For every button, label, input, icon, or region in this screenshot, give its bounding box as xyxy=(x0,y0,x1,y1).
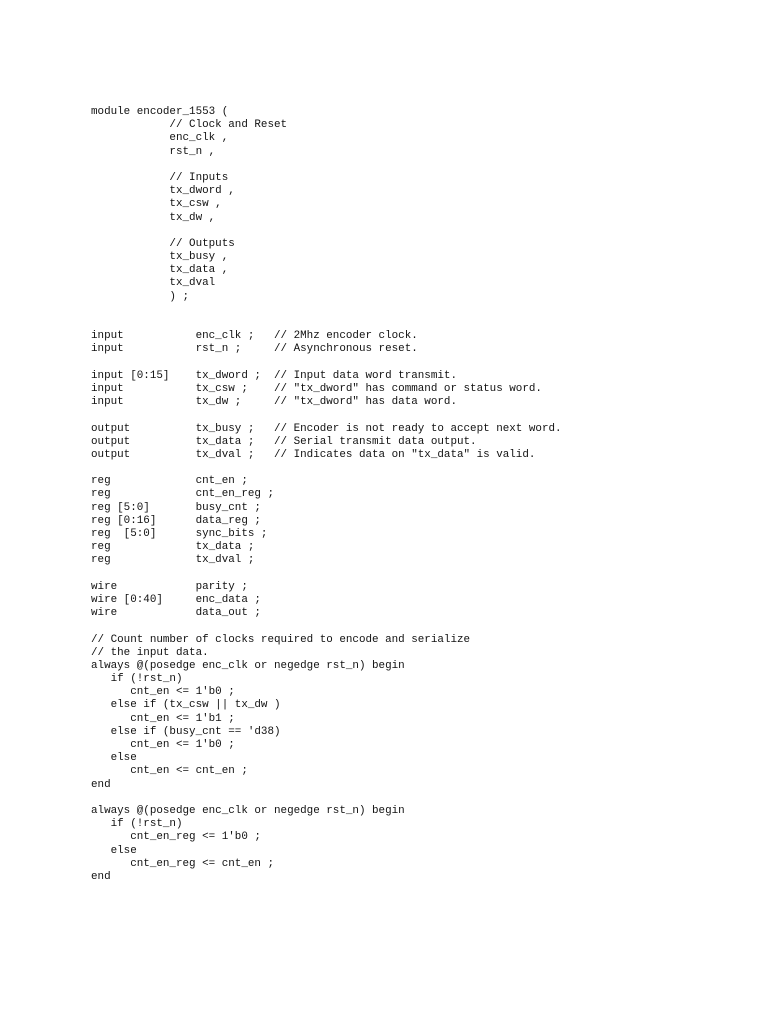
code-line: rst_n , xyxy=(91,145,216,158)
code-line xyxy=(91,304,751,317)
code-line: else if (busy_cnt == 'd38) xyxy=(91,725,281,738)
code-line: output tx_dval ; // Indicates data on "tx_data" is valid. xyxy=(91,448,536,461)
code-line xyxy=(91,792,751,805)
code-line: always @(posedge enc_clk or negedge rst_n) begin xyxy=(91,804,405,817)
code-line: output tx_busy ; // Encoder is not ready to accept next word. xyxy=(91,422,562,435)
code-line: cnt_en <= 1'b0 ; xyxy=(91,739,235,751)
code-line xyxy=(91,357,751,370)
code-line: cnt_en_reg <= 1'b0 ; xyxy=(91,831,261,844)
code-line: input tx_dw ; // "tx_dword" has data word. xyxy=(91,396,457,409)
code-line: cnt_en_reg <= cnt_en ; xyxy=(91,857,274,870)
code-line xyxy=(91,620,751,633)
code-line xyxy=(91,317,751,330)
code-line: if (!rst_n) xyxy=(91,818,183,831)
code-line xyxy=(91,409,751,422)
code-line: // Outputs xyxy=(91,237,235,250)
code-line xyxy=(91,225,751,238)
code-line: end xyxy=(91,778,111,791)
code-line: tx_dword , xyxy=(91,185,235,198)
code-line: module encoder_1553 ( xyxy=(91,106,229,118)
code-line: input enc_clk ; // 2Mhz encoder clock. xyxy=(91,330,418,343)
code-line: cnt_en <= 1'b0 ; xyxy=(91,686,235,699)
code-line: // the input data. xyxy=(91,646,209,659)
code-line: reg tx_dval ; xyxy=(91,554,255,567)
code-line: tx_dw , xyxy=(91,211,216,224)
code-line: tx_dval xyxy=(91,277,216,290)
code-line: reg [5:0] busy_cnt ; xyxy=(91,501,261,514)
code-line: input [0:15] tx_dword ; // Input data word transmit. xyxy=(91,369,457,382)
code-line: // Count number of clocks required to encode and serialize xyxy=(91,633,471,646)
code-line: wire [0:40] enc_data ; xyxy=(91,593,261,606)
code-line: if (!rst_n) xyxy=(91,673,183,686)
code-line: else if (tx_csw || tx_dw ) xyxy=(91,699,281,712)
code-line: input tx_csw ; // "tx_dword" has command or status word. xyxy=(91,382,542,395)
code-line: reg [0:16] data_reg ; xyxy=(91,514,261,527)
code-line: reg [5:0] sync_bits ; xyxy=(91,528,268,540)
code-line xyxy=(91,159,751,172)
code-line: always @(posedge enc_clk or negedge rst_n) begin xyxy=(91,659,405,672)
code-line xyxy=(91,568,751,581)
code-line: input rst_n ; // Asynchronous reset. xyxy=(91,343,418,356)
code-line: tx_busy , xyxy=(91,251,229,264)
code-line: // Inputs xyxy=(91,171,229,184)
code-line: // Clock and Reset xyxy=(91,119,288,132)
code-line: reg cnt_en_reg ; xyxy=(91,488,274,501)
code-line: cnt_en <= cnt_en ; xyxy=(91,765,248,778)
code-line: else xyxy=(91,752,137,765)
code-line: end xyxy=(91,870,111,883)
code-line: wire parity ; xyxy=(91,580,248,593)
code-line xyxy=(91,462,751,475)
code-line: else xyxy=(91,844,137,857)
code-line: wire data_out ; xyxy=(91,607,261,620)
code-line: reg cnt_en ; xyxy=(91,475,248,488)
code-line: enc_clk , xyxy=(91,132,229,145)
code-line: cnt_en <= 1'b1 ; xyxy=(91,712,235,725)
code-line: tx_csw , xyxy=(91,198,222,211)
code-line: reg tx_data ; xyxy=(91,541,255,554)
code-line: tx_data , xyxy=(91,264,229,277)
code-line: output tx_data ; // Serial transmit data output. xyxy=(91,435,477,448)
verilog-code-listing xyxy=(91,106,751,884)
code-line: ) ; xyxy=(91,290,190,303)
